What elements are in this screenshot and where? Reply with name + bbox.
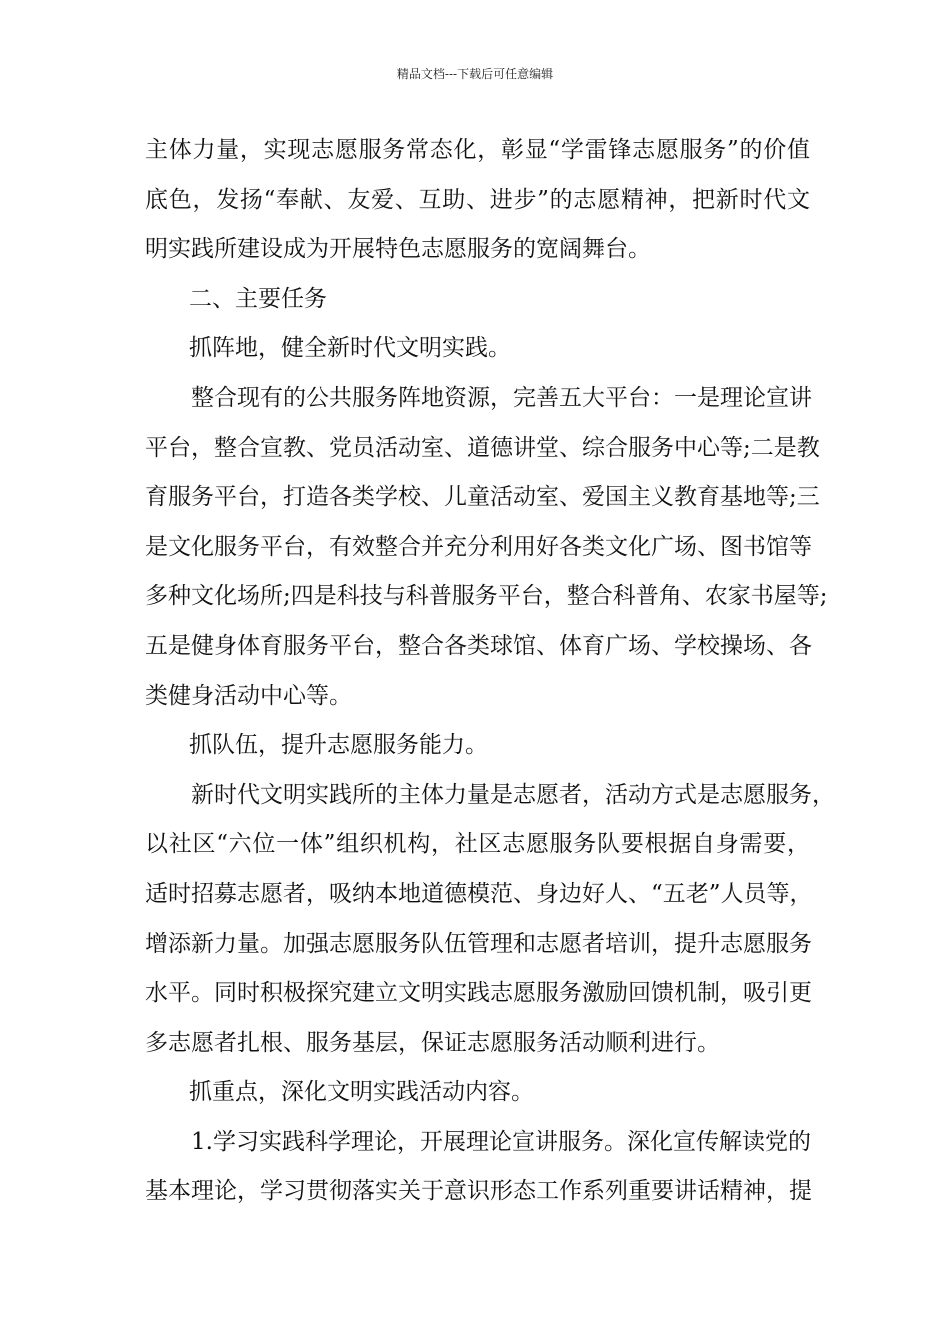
- subheading: 抓阵地，健全新时代文明实践。: [189, 335, 511, 362]
- text-line: 多志愿者扎根、服务基层，保证志愿服务活动顺利进行。: [145, 1029, 720, 1056]
- text-line: 增添新力量。加强志愿服务队伍管理和志愿者培训，提升志愿服务: [145, 930, 812, 957]
- text-line: 育服务平台，打造各类学校、儿童活动室、爱国主义教育基地等;三: [145, 484, 820, 511]
- text-line: 明实践所建设成为开展特色志愿服务的宽阔舞台。: [145, 236, 651, 263]
- text-line: 适时招募志愿者，吸纳本地道德模范、身边好人、“五老”人员等，: [145, 880, 813, 907]
- text-line: 类健身活动中心等。: [145, 682, 352, 709]
- text-line: 底色，发扬“奉献、友爱、互助、进步”的志愿精神，把新时代文: [145, 186, 810, 213]
- text-line: 新时代文明实践所的主体力量是志愿者，活动方式是志愿服务，: [191, 781, 835, 808]
- text-line: 是文化服务平台，有效整合并充分利用好各类文化广场、图书馆等: [145, 533, 812, 560]
- text-line: 五是健身体育服务平台，整合各类球馆、体育广场、学校操场、各: [145, 632, 812, 659]
- text-line: 1.学习实践科学理论，开展理论宣讲服务。深化宣传解读党的: [191, 1128, 811, 1155]
- subheading: 抓重点，深化文明实践活动内容。: [189, 1079, 534, 1106]
- document-body: [145, 126, 835, 1217]
- text-line: 水平。同时积极探究建立文明实践志愿服务激励回馈机制，吸引更: [145, 980, 812, 1007]
- text-line: 整合现有的公共服务阵地资源，完善五大平台：一是理论宣讲: [191, 384, 812, 411]
- text-line: 多种文化场所;四是科技与科普服务平台，整合科普角、农家书屋等;: [145, 583, 828, 610]
- text-line: 主体力量，实现志愿服务常态化，彰显“学雷锋志愿服务”的价值: [145, 137, 810, 163]
- text-line: 平台，整合宣教、党员活动室、道德讲堂、综合服务中心等;二是教: [145, 434, 820, 461]
- section-heading: 二、主要任务: [189, 285, 327, 312]
- text-line: 基本理论，学习贯彻落实关于意识形态工作系列重要讲话精神，提: [145, 1178, 812, 1205]
- subheading: 抓队伍，提升志愿服务能力。: [189, 732, 488, 759]
- text-line: 以社区“六位一体”组织机构，社区志愿服务队要根据自身需要，: [145, 831, 810, 858]
- page-header: 精品文档---下载后可任意编辑: [396, 67, 554, 81]
